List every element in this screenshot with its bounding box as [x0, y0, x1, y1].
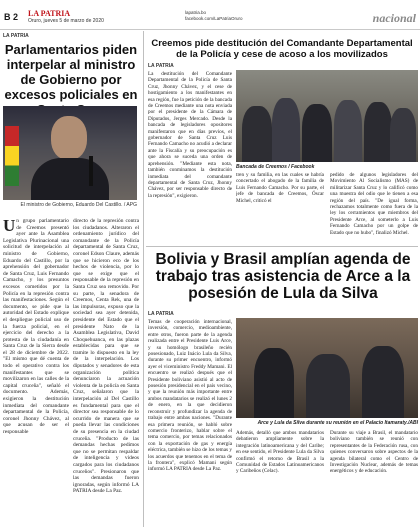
section-name: nacional — [372, 11, 416, 25]
bolivia-flag-icon — [5, 126, 19, 186]
main-byline: LA PATRIA — [148, 311, 174, 317]
main-column-3: Durante su viaje a Brasil, el mandatario boliviano también se reunió con representantes de la Federación rusa, con quienes conversaron sobre aspectos de la agenda bilateral como el Centro de Investigación Nuclear, además de temas energéticos y de educación. — [330, 430, 418, 475]
top-column-3: pedido de algunos legisladores del Movimiento Al Socialismo (MAS) de militarizar Santa Cruz y lo calificó como una muestra del odio que le tienen a esa región del país. "De igual forma, rechazamos totalmente como fuera de la ley los cerramientos que miembros del Presidente Arce, al someterlo a Luis Fernando Camacho por un golpe de Estado que no hubo", finalizó Michel. — [330, 172, 418, 236]
left-photo-caption: El ministro de Gobierno, Eduardo Del Castillo. / APG — [20, 202, 137, 208]
main-photo-caption: Arce y Lula da Silva durante su reunión en el Palacio Itamaraty./ABI — [257, 420, 418, 426]
minister-photo — [3, 106, 137, 200]
top-byline: LA PATRIA — [148, 63, 174, 69]
main-column-1: Temas de cooperación internacional, inversión, comercio, medioambiente, entre otros, fueron parte de la agenda realizada entre el Presidente Luis Arce, y su homólogo brasileño recién posesionado, Luiz Inácio Lula da Silva, durante su primer encuentro, informó ayer el viceministro Freddy Mamani. El encuentro se realizó después que el Presidente boliviano asistió al acto de posesión presidencial en el país vecino, y que la reunión más importante entre ambos mandatarios se realizó el lunes 2 de enero, en la que decidieron reconstruir y profundizar la agenda de trabajo entre ambas naciones. "Durante esa primera reunión, se habló sobre comercio fronterizo, hablar sobre el tema comercio, por temas relacionados con la exportación de gas y energía eléctrica, también se hizo de los temas y los acuerdos que tenemos en el tema de la frontera", explicó Mamani según informó LA PATRIA desde La Paz. — [148, 319, 232, 473]
left-headline: Parlamentarios piden interpelar al ministro de Gobierno por excesos policiales en — [4, 42, 138, 102]
column-divider — [143, 31, 144, 527]
page-header — [0, 0, 420, 30]
left-byline: LA PATRIA — [3, 33, 29, 39]
top-photo-caption: Bancada de Creemos / Facebook — [236, 164, 315, 170]
main-column-2: Además, detalló que ambos mandatarios debatieron ampliamente sobre la integración latinoamericana y del Caribe; en ese sentido, el Presidente Lula da Silva confirmó el retorno de Brasil a la Comunidad de Estados Latinoamericanos y Caribeños (Celac). — [236, 430, 324, 475]
top-headline: Creemos pide destitución del Comandante Departamental de la Policía y cese de acoso a los movilizados — [151, 38, 413, 60]
article-divider — [146, 246, 418, 247]
main-headline: Bolivia y Brasil amplían agenda de trabajo tras asistencia de Arce a la posesión de Lula da Silva — [155, 251, 411, 302]
left-column-2: directo de la represión contra los ciudadanos. Alteraron el ordenamiento jurídico del comandante de la Policía departamental de Santa Cruz, coronel Edson Claure, además que se hicieron eco de los hechos de violencia, por lo que se exige que el responsable de la represión en Santa Cruz sea removido. Por su parte, la senadora de Creemos, Centa Rek, una de las impulsoras, expuso que la sociedad sea ayer detenida, presidente del Estado que el presidente Nato de la Asamblea Legislativa, David Choquehuanca, en las plazas establecidas para que se tramite lo dispuesto en la ley de la interpelación. Los diputados y senadores de esta organización política denunciaron la actuación violenta de la policía en Santa Cruz, señalaron que la interpelación al Del Castillo es fundamental para que el director sea responsable de lo ocurrido de manera que se pueda llevar las condiciones de su presencia en la ciudad cruceña. "Producto de las demandas hechas pedimos que no se permitan respaldar de inteligencia y videos cargados para los ciudadanos cruceños". Presionaron que las demandas fueron ignoradas, según informó LA PATRIA desde La Paz. — [73, 218, 139, 495]
web-links: lapatria.bo facebook.com/LaPatriaOruro — [185, 10, 243, 21]
top-column-1: La destitución del Comandante Departamental de la Policía de Santa Cruz, Jhonny Chávez, y el cese de hostigamiento a los manifestantes en esa región, fue la petición de la bancada de Creemos mediante una nota enviada por el presidente de la Cámara de Diputados, Jerges Mercado. Desde la bancada de legisladores opositores manifestaron que en días previos, el gobernador de Santa Cruz Luis Fernando Camacho no acudió a declarar ante la Fiscalía y su preocupación es que ahora se suceda una orden de aprehensión. "Mediante esta nota, también conminamos la destitución inmediata del comandante departamental de Santa Cruz, Jhonny Chávez, por ser responsable directo de la represión", exigieron. — [148, 71, 232, 199]
drop-cap: U — [3, 218, 16, 235]
left-column-1: Un grupo parlamentario de Creemos presentó ayer ante la Asamblea Legislativa Plurinacional una solicitud de interpelación al ministro de Gobierno, Eduardo del Castillo, por la aprehensión del gobernador de Santa Cruz, Luis Fernando Camacho, y los presuntos excesos cometidos por la Policía en la represión contra las manifestaciones. Según el documento, se pide que la autoridad del Estado explique el despliegue policial uso de la fuerza policial, en el ejercicio del derecho a la protesta de la ciudadanía en Santa Cruz de la Sierra desde el 28 de diciembre de 2022. "El mismo que dé cuenta de todo el operativo contra los manifestantes que se movilizaron en las calles de la capital cruceña", señaló el documento. Además, exigieron la destitución inmediata del comandante departamental de la Policía, coronel Jhonny Chávez, al que acusan de ser el responsable — [3, 218, 69, 435]
microphone-icon — [89, 156, 93, 186]
newspaper-logo: LA PATRIA — [28, 9, 71, 18]
arce-lula-photo — [236, 318, 418, 418]
top-column-2: tren y su familia, en las cuales se habría concertado el abogado de la familia de Luis Fernando Camacho. Por su parte, el jefe de bancada de Creemos, Óscar Michel, criticó el — [236, 172, 324, 204]
page-number: B 2 — [4, 12, 19, 22]
creemos-photo — [236, 70, 418, 162]
issue-date: Oruro, jueves 5 de marzo de 2020 — [28, 18, 104, 24]
